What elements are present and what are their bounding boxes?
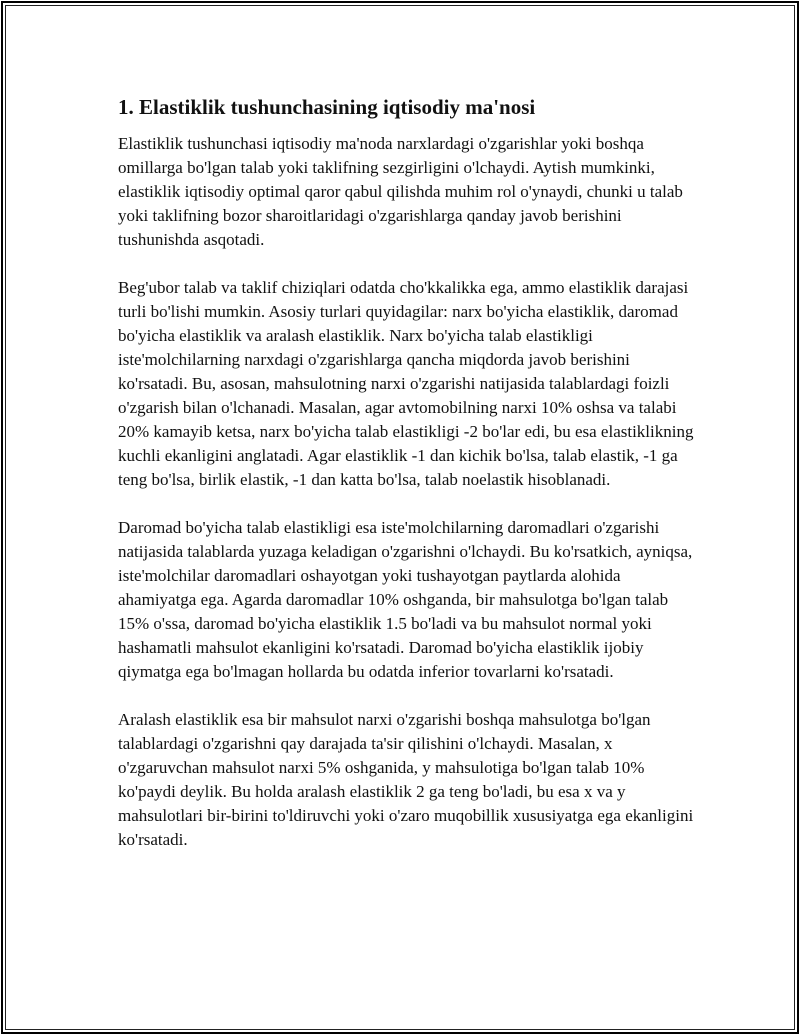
document-body [118, 93, 698, 876]
paragraph-income-elasticity: Daromad bo'yicha talab elastikligi esa iste'molchilarning daromadlari o'zgarishi natijasida talablarda yuzaga keladigan o'zgarishni o'lchaydi. Bu ko'rsatkich, ayniqsa, iste'molchilar daromadlari oshayotgan yoki tushayotgan paytlarda alohida ahamiyatga ega. Agarda daromadlar 10% oshganda, bir mahsulotga bo'lgan talab 15% o'ssa, daromad bo'yicha elastiklik 1.5 bo'ladi va bu mahsulot normal yoki hashamatli mahsulot ekanligini ko'rsatadi. Daromad bo'yicha elastiklik ijobiy qiymatga ega bo'lmagan hollarda bu odatda inferior tovarlarni ko'rsatadi. [118, 518, 693, 681]
paragraph-definition: Elastiklik tushunchasi iqtisodiy ma'noda narxlardagi o'zgarishlar yoki boshqa omillarga bo'lgan talab yoki taklifning sezgirligini o'lchaydi. Aytish mumkinki, elastiklik iqtisodiy optimal qaror qabul qilishda muhim rol o'ynaydi, chunki u talab yoki taklifning bozor sharoitlaridagi o'zgarishlarga qanday javob berishini tushunishda asqotadi. [118, 134, 683, 249]
paragraph-cross-elasticity: Aralash elastiklik esa bir mahsulot narxi o'zgarishi boshqa mahsulotga bo'lgan talablardagi o'zgarishni qay darajada ta'sir qilishini o'lchaydi. Masalan, x o'zgaruvchan mahsulot narxi 5% oshganida, y mahsulotiga bo'lgan talab 10% ko'paydi deylik. Bu holda aralash elastiklik 2 ga teng bo'ladi, bu esa x va y mahsulotlari bir-birini to'ldiruvchi yoki o'zaro muqobillik xususiyatga ega ekanligini ko'rsatadi. [118, 710, 694, 849]
section-heading: 1. Elastiklik tushunchasining iqtisodiy ma'nosi [118, 95, 536, 119]
paragraph-price-elasticity: Beg'ubor talab va taklif chiziqlari odatda cho'kkalikka ega, ammo elastiklik darajasi turli bo'lishi mumkin. Asosiy turlari quyidagilar: narx bo'yicha elastiklik, daromad bo'yicha elastiklik va aralash elastiklik. Narx bo'yicha talab elastikligi iste'molchilarning narxdagi o'zgarishlarga qancha miqdorda javob berishini ko'rsatadi. Bu, asosan, mahsulotning narxi o'zgarishi natijasida talablardagi foizli o'zgarish bilan o'lchanadi. Masalan, agar avtomobilning narxi 10% oshsa va talabi 20% kamayib ketsa, narx bo'yicha talab elastikligi -2 bo'lar edi, bu esa elastiklikning kuchli ekanligini anglatadi. Agar elastiklik -1 dan kichik bo'lsa, talab elastik, -1 ga teng bo'lsa, birlik elastik, -1 dan katta bo'lsa, talab noelastik hisoblanadi. [118, 278, 694, 489]
